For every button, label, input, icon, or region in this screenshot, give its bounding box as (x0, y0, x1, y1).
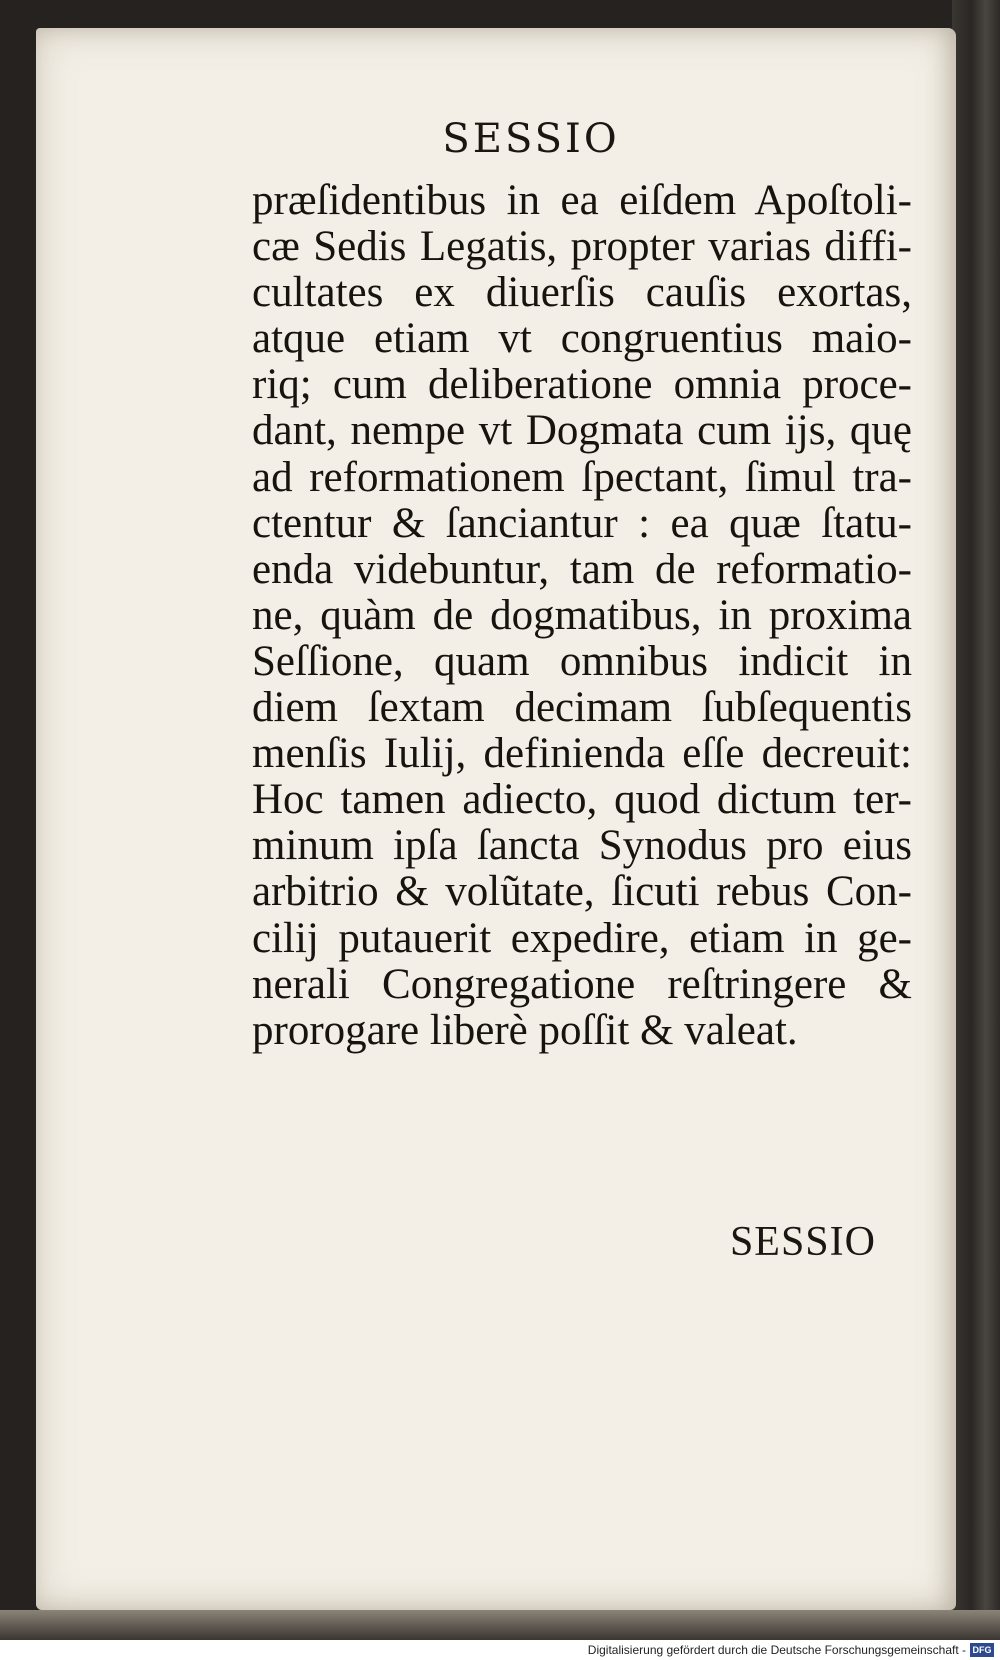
text-line: riq; cum deliberatione omnia proce- (252, 361, 912, 409)
text-line: cilij putauerit expedire, etiam in ge- (252, 914, 912, 962)
text-line: enda videbuntur, tam de reformatio- (252, 545, 912, 593)
text-line: cultates ex diuerſis cauſis exortas, (252, 269, 912, 317)
text-line: dant, nempe vt Dogmata cum ijs, quę (252, 407, 912, 455)
text-line: atque etiam vt congruentius maio- (252, 315, 912, 363)
text-line: cæ Sedis Legatis, propter varias diffi- (252, 223, 912, 271)
text-line: præſidentibus in ea eiſdem Apoſtoli- (252, 177, 912, 224)
text-line: ad reformationem ſpectant, ſimul tra- (252, 453, 912, 501)
book-page (36, 28, 956, 1610)
dfg-logo-icon: DFG (970, 1643, 994, 1657)
text-line: diem ſextam decimam ſubſequentis (252, 684, 912, 732)
text-line: Seſſione, quam omnibus indicit in (252, 637, 912, 685)
text-line: arbitrio & volũtate, ſicuti rebus Con- (252, 868, 912, 916)
text-line: nerali Congregatione reſtringere & (252, 960, 912, 1008)
text-line: ne, quàm de dogmatibus, in proxima (252, 591, 912, 639)
footer-bar (0, 1640, 1000, 1660)
text-line: prorogare liberè poſſit & valeat. (252, 1006, 798, 1054)
book-edge-bottom (0, 1610, 1000, 1640)
catchword: SESSIO (729, 1219, 876, 1265)
funding-credit: Digitalisierung gefördert durch die Deutsche Forschungsgemeinschaft - (587, 1643, 966, 1657)
text-line: Hoc tamen adiecto, quod dictum ter- (252, 776, 912, 824)
text-line: menſis Iulij, definienda eſſe decreuit: (252, 730, 912, 778)
text-line: ctentur & ſanciantur : ea quæ ſtatu- (252, 499, 912, 547)
body-text (252, 178, 912, 1054)
text-line: minum ipſa ſancta Synodus pro eius (252, 822, 912, 870)
book-edge (952, 0, 1000, 1660)
running-head: SESSIO (442, 116, 620, 162)
